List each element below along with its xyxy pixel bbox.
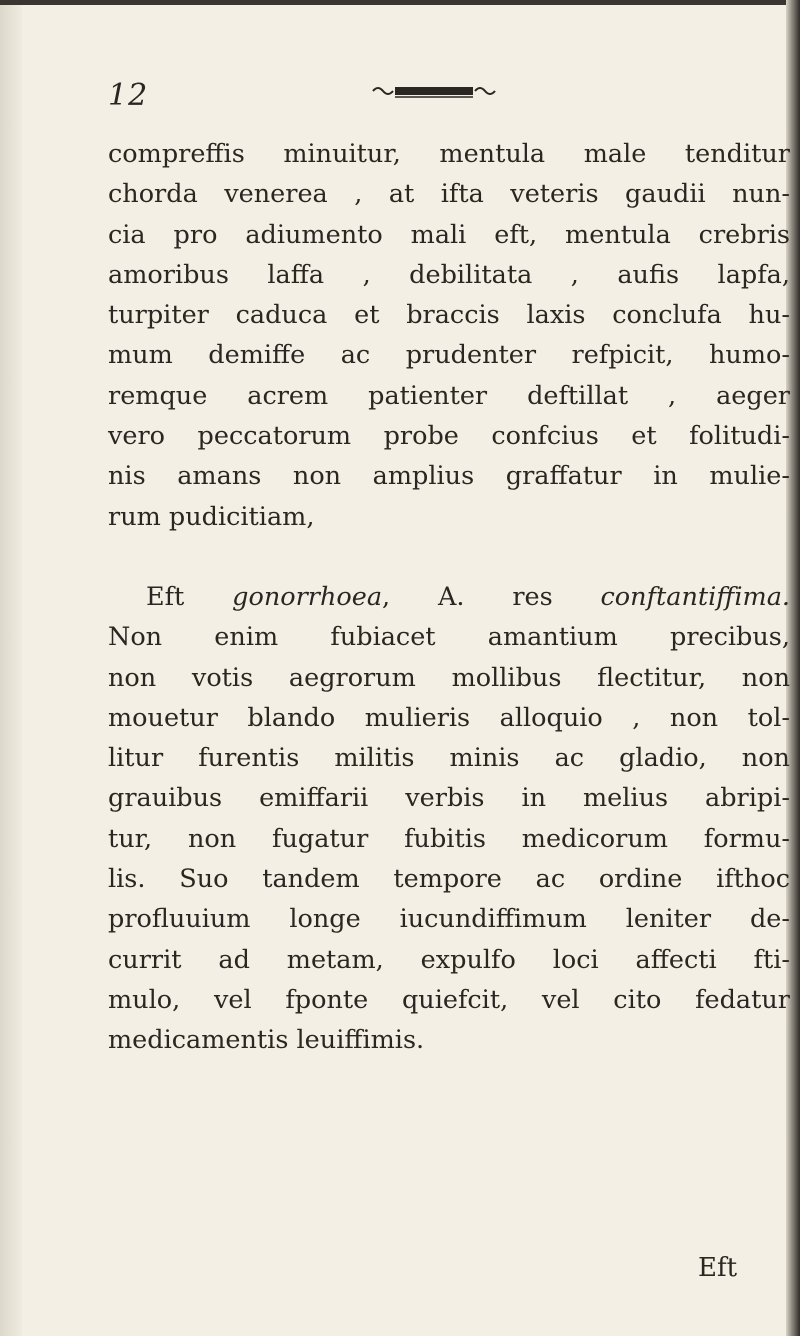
page-gutter-shadow [0, 0, 22, 1336]
text-line: remque acrem patienter deftillat , aeger [108, 380, 790, 411]
text-line: litur furentis militis minis ac gladio, non [108, 743, 790, 774]
text-line: nis amans non amplius graffatur in mulie- [108, 461, 790, 492]
text-line: chorda venerea , at ifta veteris gaudii nun- [108, 179, 790, 210]
text-line: rum pudicitiam, [108, 501, 315, 532]
page-number: 12 [108, 78, 149, 113]
mid-text: , A. res [382, 581, 553, 612]
term-gonorrhoea: gonorrhoea [232, 581, 383, 612]
text-line: turpiter caduca et braccis laxis conclufa hu- [108, 300, 790, 331]
text-line: mulo, vel fponte quiefcit, vel cito fedatur [108, 984, 790, 1015]
text-line: Non enim fubiacet amantium precibus, [108, 622, 790, 653]
text-line: vero peccatorum probe confcius et folitudi- [108, 421, 790, 452]
text-line: currit ad metam, expulfo loci affecti fti- [108, 944, 790, 975]
text-line: compreffis minuitur, mentula male tenditur [108, 139, 790, 169]
catchword: Eft [698, 1253, 738, 1283]
body-text [108, 134, 790, 1061]
text-line: grauibus emiffarii verbis in melius abripi- [108, 783, 790, 814]
emphasis-term: conftantiffima. [600, 581, 790, 612]
paragraph-gap [108, 537, 790, 577]
text-line: tur, non fugatur fubitis medicorum formu- [108, 823, 790, 854]
text-line: mum demiffe ac prudenter refpicit, humo- [108, 340, 790, 371]
text-line: cia pro adiumento mali eft, mentula crebris [108, 219, 790, 250]
top-edge-rule [0, 0, 790, 5]
text-line: non votis aegrorum mollibus flectitur, non [108, 662, 790, 693]
text-line: mouetur blando mulieris alloquio , non tol- [108, 702, 790, 733]
header-ornament-icon [369, 81, 499, 101]
paragraph-first-line [108, 577, 790, 617]
text-line: profluuium longe iucundiffimum leniter de- [108, 904, 790, 935]
text-line: amoribus laffa , debilitata , aufis lapfa, [108, 259, 790, 290]
text-line: lis. Suo tandem tempore ac ordine ifthoc [108, 864, 790, 895]
text-line: medicamentis leuiffimis. [108, 1025, 425, 1056]
lead-word: Eft [146, 581, 185, 612]
